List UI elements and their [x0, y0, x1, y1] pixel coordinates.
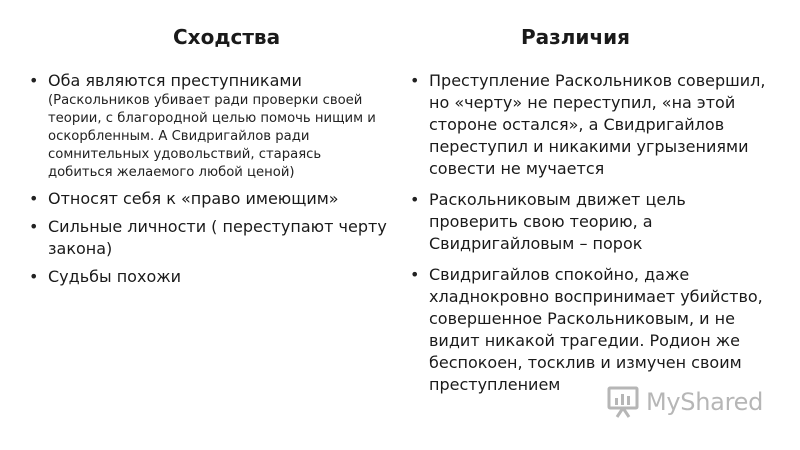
bullet-icon: •: [410, 71, 420, 90]
bullet-icon: •: [410, 190, 420, 209]
item-text: Сильные личности ( переступают черту закона): [48, 217, 387, 258]
bullet-icon: •: [29, 267, 39, 286]
list-item: [28, 216, 388, 260]
list-item: [409, 264, 779, 396]
presentation-board-icon: [606, 385, 640, 419]
heading-differences: Различия: [521, 25, 631, 49]
list-item: [28, 188, 388, 210]
differences-list: [409, 70, 779, 405]
bullet-icon: •: [410, 265, 420, 284]
item-note: (Раскольников убивает ради проверки своей теории, с благородной целью помочь нищим и оскорбленным. А Свидригайлов ради сомнительных удовольствий, стараясь добиться желаемого любой ценой): [48, 93, 376, 180]
myshared-watermark: [606, 382, 763, 422]
watermark-text: MyShared: [646, 388, 764, 416]
item-text: Относят себя к «право имеющим»: [48, 189, 339, 208]
list-item: [409, 70, 779, 180]
similarities-list: [28, 70, 388, 294]
list-item: [28, 266, 388, 288]
item-text: Раскольниковым движет цель проверить свою теорию, а Свидригайловым – порок: [429, 190, 686, 253]
item-text: Судьбы похожи: [48, 267, 182, 286]
heading-similarities: Сходства: [173, 25, 281, 49]
item-text: Свидригайлов спокойно, даже хладнокровно воспринимает убийство, совершенное Раскольниковым, и не видит никакой трагедии. Родион же беспокоен, тосклив и измучен своим преступлением: [429, 265, 763, 394]
item-text: Преступление Раскольников совершил, но «черту» не переступил, «на этой стороне остался», а Свидригайлов переступил и никакими угрызениями совести не мучается: [429, 71, 766, 178]
bullet-icon: •: [29, 189, 39, 208]
item-text: Оба являются преступниками: [48, 71, 302, 90]
list-item: [409, 189, 779, 255]
bullet-icon: •: [29, 71, 39, 90]
bullet-icon: •: [29, 217, 39, 236]
list-item: [28, 70, 388, 182]
